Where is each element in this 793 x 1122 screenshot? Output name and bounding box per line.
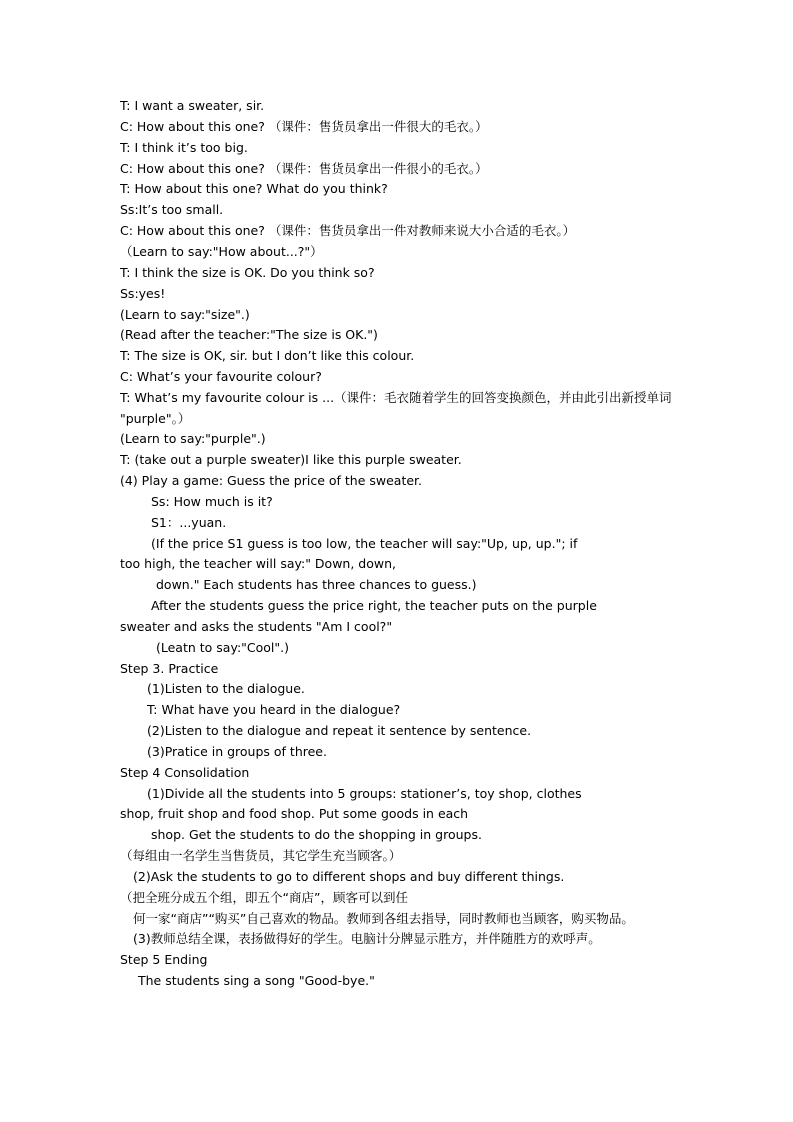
text-line: T: I think it’s too big.	[120, 140, 248, 155]
text-line: (If the price S1 guess is too low, the teacher will say:"Up, up, up."; if	[151, 536, 578, 551]
text-line: (3)Pratice in groups of three.	[147, 744, 327, 759]
text-line: down." Each students has three chances to guess.)	[156, 577, 477, 592]
text-line: too high, the teacher will say:" Down, down,	[120, 556, 396, 571]
text-line: After the students guess the price right, the teacher puts on the purple	[151, 598, 597, 613]
text-line: （每组由一名学生当售货员，其它学生充当顾客。）	[120, 848, 402, 863]
text-line: T: I think the size is OK. Do you think so?	[120, 265, 375, 280]
text-line: The students sing a song "Good-bye."	[138, 973, 375, 988]
text-line: sweater and asks the students "Am I cool?"	[120, 619, 393, 634]
text-line: T: What’s my favourite colour is ...（课件：毛衣随着学生的回答变换颜色，并由此引出新授单词	[120, 390, 672, 405]
text-line: C: How about this one? （课件：售货员拿出一件对教师来说大小合适的毛衣。）	[120, 223, 576, 238]
text-line: shop, fruit shop and food shop. Put some goods in each	[120, 806, 469, 821]
text-line: 何一家“商店”“购买”自己喜欢的物品。教师到各组去指导，同时教师也当顾客，购买物品。	[133, 911, 634, 926]
text-line: (4) Play a game: Guess the price of the sweater.	[120, 473, 423, 488]
text-line: (1)Listen to the dialogue.	[147, 681, 305, 696]
text-line: (3)教师总结全课，表扬做得好的学生。电脑计分牌显示胜方，并伴随胜方的欢呼声。	[133, 931, 601, 946]
text-line: "purple"。）	[120, 411, 191, 426]
text-line: T: The size is OK, sir. but I don’t like this colour.	[120, 348, 415, 363]
text-line: Step 4 Consolidation	[120, 765, 250, 780]
text-line: (Learn to say:"size".)	[120, 307, 250, 322]
text-line: C: How about this one? （课件：售货员拿出一件很大的毛衣。）	[120, 119, 488, 134]
text-line: C: What’s your favourite colour?	[120, 369, 322, 384]
text-line: （Learn to say:"How about...?"）	[120, 244, 323, 259]
text-line: T: How about this one? What do you think?	[120, 181, 388, 196]
text-line: Step 5 Ending	[120, 952, 208, 967]
text-line: (Leatn to say:"Cool".)	[156, 640, 290, 655]
text-line: Ss:yes!	[120, 286, 166, 301]
text-line: (Learn to say:"purple".)	[120, 431, 266, 446]
text-line: Step 3. Practice	[120, 661, 219, 676]
text-line: (Read after the teacher:"The size is OK.")	[120, 327, 378, 342]
text-line: (2)Listen to the dialogue and repeat it sentence by sentence.	[147, 723, 532, 738]
text-line: (2)Ask the students to go to different shops and buy different things.	[133, 869, 565, 884]
text-line: Ss: How much is it?	[151, 494, 273, 509]
text-line: shop. Get the students to do the shopping in groups.	[151, 827, 482, 842]
text-line: T: I want a sweater, sir.	[120, 98, 265, 113]
text-line: C: How about this one? （课件：售货员拿出一件很小的毛衣。）	[120, 161, 488, 176]
text-line: (1)Divide all the students into 5 groups: stationer’s, toy shop, clothes	[147, 786, 582, 801]
text-line: （把全班分成五个组，即五个“商店”，顾客可以到任	[120, 890, 408, 905]
text-line: T: What have you heard in the dialogue?	[147, 702, 401, 717]
text-line: Ss:It’s too small.	[120, 202, 224, 217]
text-line: T: (take out a purple sweater)I like this purple sweater.	[120, 452, 462, 467]
text-line: S1：...yuan.	[151, 515, 227, 530]
